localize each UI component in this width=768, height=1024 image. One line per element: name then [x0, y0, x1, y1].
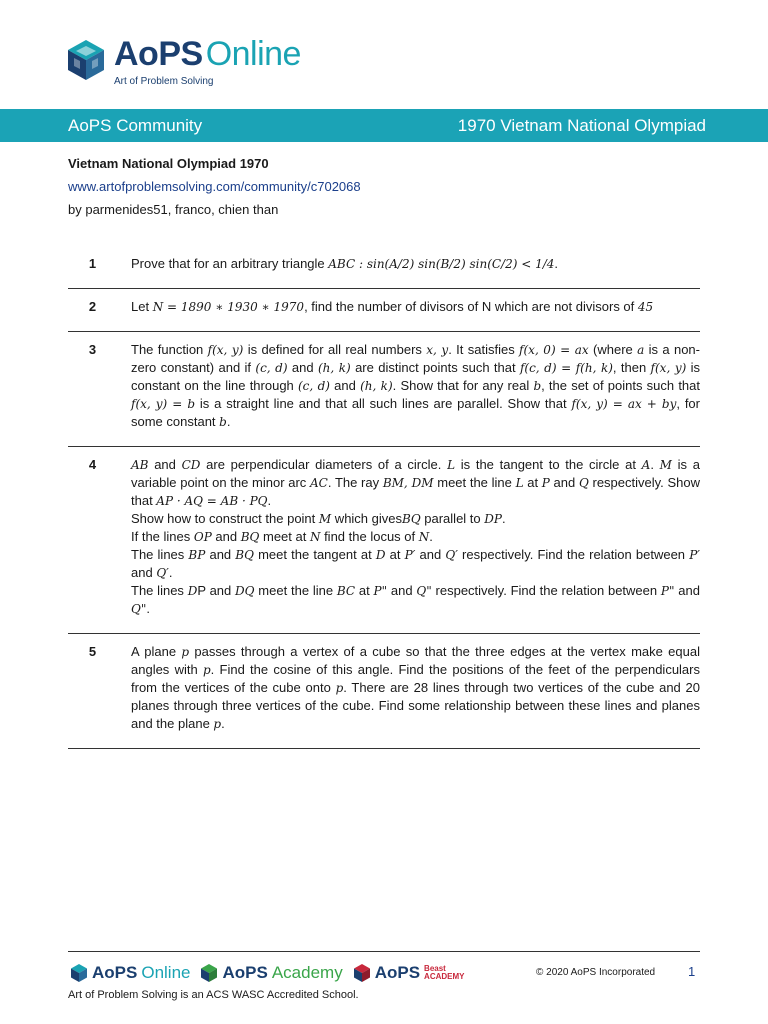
logo-brand: AoPS — [114, 35, 203, 73]
problem-text: AB and CD are perpendicular diameters of a circle. L is the tangent to the circle at A. M is a variable point on the minor arc AC. The ray BM, DM meet the line L at P and Q respectively. Show that AP · AQ = AB · PQ. Show how to construct the point M which givesBQ parallel to DP. If the lines OP and BQ meet at N find the locus of N. The lines BP and BQ meet the tangent at D at P′ and Q′ respectively. Find the relation between P′ and Q′. The lines DP and DQ meet the line BC at P" and Q" respectively. Find the relation between P" and Q". — [131, 457, 700, 616]
banner-community[interactable]: AoPS Community — [68, 115, 203, 135]
contest-meta — [68, 155, 708, 219]
problem-text: A plane p passes through a vertex of a cube so that the three edges at the vertex make equal angles with p. Find the cosine of this angle. Find the positions of the feet of the perpendiculars from the vertices of the cube onto p. There are 28 lines through two vertices of the cube and 20 planes through three vertices of the cube. Find some relationship between these lines and planes and the plane p. — [131, 644, 700, 731]
footer-logo-aops-academy[interactable] — [200, 963, 342, 983]
footer-logo3-product-line1: Beast — [424, 964, 446, 973]
aops-cube-logo-icon — [66, 38, 106, 82]
copyright-text: © 2020 AoPS Incorporated — [536, 967, 656, 978]
footer-logo-aops-online[interactable] — [70, 963, 190, 983]
logo-text — [114, 36, 301, 87]
contest-authors: by parmenides51, franco, chien than — [68, 202, 279, 217]
problem-text: Let N = 1890 ∗ 1930 ∗ 1970, find the number of divisors of N which are not divisors of 45 — [131, 299, 654, 314]
footer-logo1-product: Online — [141, 963, 191, 982]
problem-number: 5 — [88, 644, 97, 659]
logo-tagline: Art of Problem Solving — [114, 76, 214, 87]
problem-number: 2 — [88, 299, 97, 314]
contest-title: Vietnam National Olympiad 1970 — [68, 156, 269, 171]
problem-row — [68, 243, 700, 289]
problem-row — [68, 634, 700, 749]
footer-logo3-brand: AoPS — [374, 963, 421, 982]
aops-academy-cube-icon — [200, 963, 218, 983]
aops-online-logo[interactable] — [66, 36, 301, 96]
problem-number: 4 — [88, 457, 97, 472]
beast-academy-cube-icon — [353, 963, 371, 983]
footer-logo2-product: Academy — [271, 963, 343, 982]
logo-wordmark — [114, 36, 301, 72]
problem-number: 3 — [88, 342, 97, 357]
accreditation-text: Art of Problem Solving is an ACS WASC Accredited School. — [68, 989, 359, 1001]
problem-row — [68, 332, 700, 447]
footer-logo1-brand: AoPS — [92, 963, 138, 982]
problem-text: The function f(x, y) is defined for all real numbers x, y. It satisfies f(x, 0) = ax (where a is a non-zero constant) and if (c, d) and (h, k) are distinct points such that f(c, d) = f(h, k), then f(x, y) is constant on the line through (c, d) and (h, k). Show that for any real b, the set of points such that f(x, y) = b is a straight line and that all such lines are parallel. Show that f(x, y) = ax + by, for some constant b. — [131, 342, 701, 429]
problem-text: Prove that for an arbitrary triangle ABC : sin(A/2) sin(B/2) sin(C/2) < 1/4. — [131, 256, 559, 271]
problem-row — [68, 447, 700, 634]
page-number: 1 — [688, 964, 696, 979]
footer-divider — [68, 951, 700, 952]
footer-logo3-product — [424, 965, 464, 981]
banner-contest-title: 1970 Vietnam National Olympiad — [457, 115, 706, 135]
footer-logo-beast-academy[interactable] — [353, 963, 465, 983]
header-banner — [0, 109, 768, 142]
logo-product: Online — [205, 35, 301, 73]
footer-logo2-brand: AoPS — [222, 963, 268, 982]
community-link[interactable]: www.artofproblemsolving.com/community/c702068 — [68, 179, 361, 194]
problem-row — [68, 289, 700, 332]
aops-online-cube-icon — [70, 963, 88, 983]
footer-logos — [70, 959, 465, 987]
problem-list — [68, 243, 700, 749]
footer-logo3-product-line2: ACADEMY — [424, 972, 465, 981]
problem-number: 1 — [88, 256, 97, 271]
